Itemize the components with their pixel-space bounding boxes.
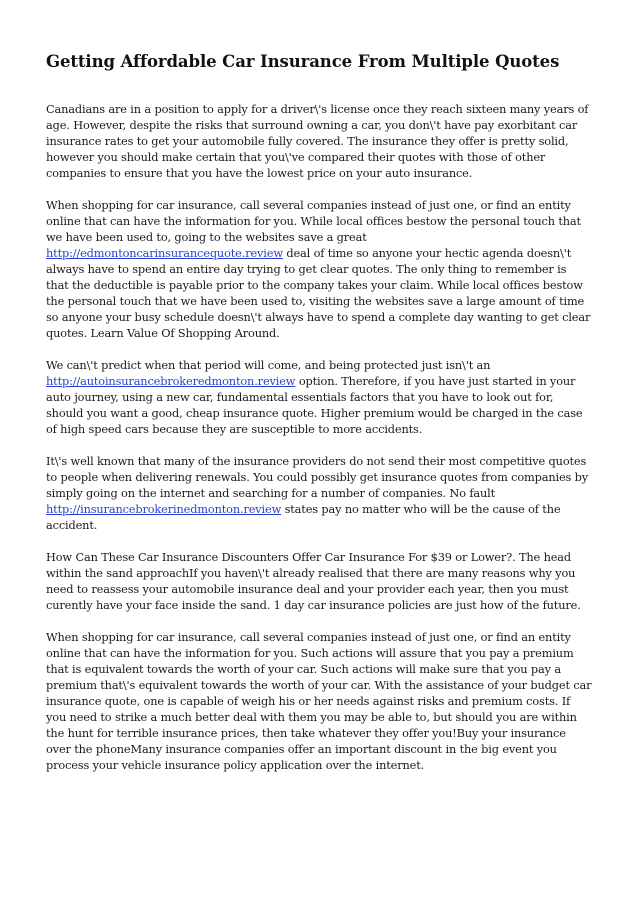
auto-insurance-broker-link[interactable]: http://autoinsurancebrokeredmonton.review — [46, 374, 296, 388]
paragraph-5: How Can These Car Insurance Discounters Offer Car Insurance For $39 or Lower?. The head within the sand approachIf you haven\'t already realised that there are many reasons why you need to reassess your automobile insurance deal and your provider each year, then you must curently have your face inside the sand. 1 day car insurance policies are just how of the future. — [46, 550, 581, 612]
paragraph-3-text-end: option. Therefore, if you have just started in your auto journey, using a new car, fundamental essentials factors that you have to look out for, should you want a good, cheap insurance quote. Higher premium would be charged in the case of high speed cars because they are susceptible to more accidents. — [46, 374, 583, 436]
paragraph-3-text-start: We can\'t predict when that period will come, and being protected just isn\'t an — [46, 358, 491, 372]
edmonton-car-insurance-link[interactable]: http://edmontoncarinsurancequote.review — [46, 246, 283, 260]
paragraph-2 — [46, 197, 592, 341]
paragraph-1: Canadians are in a position to apply for a driver\'s license once they reach sixteen many years of age. However, despite the risks that surround owning a car, you don\'t have pay exorbitant car insurance rates to get your automobile fully covered. The insurance they offer is pretty solid, however you should make certain that you\'ve compared their quotes with those of other companies to ensure that you have the lowest price on your auto insurance. — [46, 102, 589, 180]
paragraph-4 — [46, 453, 592, 533]
paragraph-2-text-end: deal of time so anyone your hectic agenda doesn\'t always have to spend an entire day trying to get clear quotes. The only thing to remember is that the deductible is payable prior to the company takes your claim. While local offices bestow the personal touch that we have been used to, visiting the websites save a large amount of time so anyone your busy schedule doesn\'t always have to spend a complete day wanting to get clear quotes. Learn Value Of Shopping Around. — [46, 246, 591, 340]
paragraph-6: When shopping for car insurance, call several companies instead of just one, or find an entity online that can have the information for you. Such actions will assure that you pay a premium that is equivalent towards the worth of your car. Such actions will make sure that you pay a premium that\'s equivalent towards the worth of your car. With the assistance of your budget car insurance quote, one is capable of weigh his or her needs against risks and premium costs. If you need to strike a much better deal with them you may be able to, but should you are within the hunt for terrible insurance prices, then take whatever they offer you!Buy your insurance over the phoneMany insurance companies offer an important discount in the big event you process your vehicle insurance policy application over the internet. — [46, 630, 592, 772]
page-title: Getting Affordable Car Insurance From Multiple Quotes — [46, 52, 560, 71]
paragraph-3 — [46, 357, 592, 437]
paragraph-2-text-start: When shopping for car insurance, call several companies instead of just one, or find an entity online that can have the information for you. While local offices bestow the personal touch that we have been used to, going to the websites save a great — [46, 198, 581, 244]
insurance-broker-edmonton-link[interactable]: http://insurancebrokerinedmonton.review — [46, 502, 282, 516]
paragraph-4-text-end: states pay no matter who will be the cause of the accident. — [46, 502, 561, 532]
paragraph-4-text-start: It\'s well known that many of the insurance providers do not send their most competitive quotes to people when delivering renewals. You could possibly get insurance quotes from companies by simply going on the internet and searching for a number of companies. No fault — [46, 454, 589, 500]
